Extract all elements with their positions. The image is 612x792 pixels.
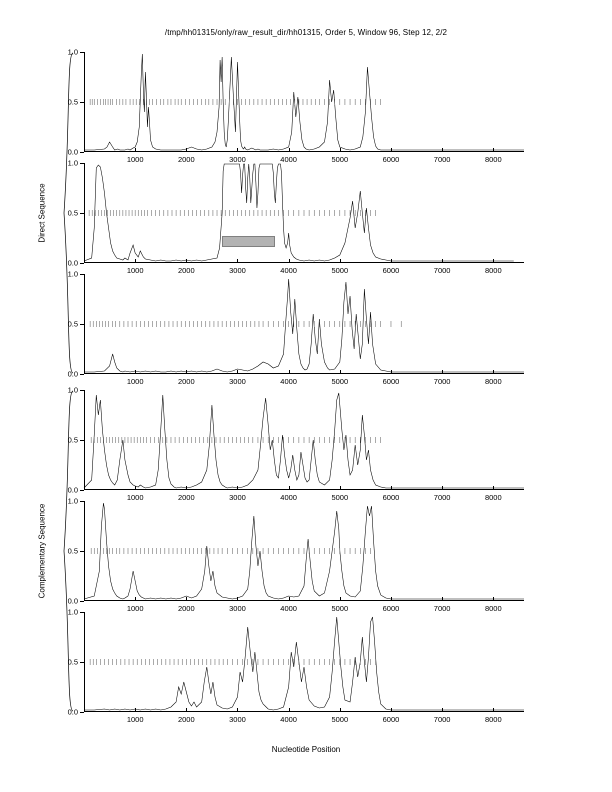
y-tick-label: 0.0 [67,258,78,268]
x-tick-label: 3000 [229,266,246,275]
x-tick-label: 4000 [280,266,297,275]
y-tick-label: 0.5 [67,435,78,445]
x-tick-label: 8000 [484,155,502,164]
plot-area [67,269,524,386]
x-tick-label: 5000 [331,377,349,386]
x-tick-label: 7000 [433,377,451,386]
x-tick-label: 4000 [280,493,297,502]
y-tick-label: 0.0 [67,596,78,606]
x-tick-label: 7000 [433,604,451,613]
group-axis-label: Direct Sequence [37,183,47,243]
x-tick-label: 2000 [177,604,195,613]
y-tick-label: 1.0 [67,47,78,57]
y-tick-label: 0.5 [67,208,78,218]
x-tick-label: 8000 [484,266,502,275]
x-tick-label: 5000 [331,493,349,502]
plot-area [67,47,524,164]
x-tick-label: 6000 [382,493,400,502]
series-layer [84,52,524,152]
plot-area [67,385,524,502]
y-tick [80,263,84,264]
x-tick-label: 3000 [229,377,246,386]
x-tick-label: 2000 [177,493,195,502]
x-tick-label: 7000 [433,155,451,164]
series-layer [84,390,524,490]
x-tick-label: 1000 [126,604,144,613]
y-tick-label: 1.0 [67,496,78,506]
x-tick-label: 6000 [382,604,400,613]
series-layer [84,163,524,263]
chart-panel-direct-frame-1 [67,47,524,164]
plot-area [67,158,524,275]
y-tick-label: 1.0 [67,269,78,279]
x-tick-label: 7000 [433,266,451,275]
chart-panel-complementary-frame-2 [67,496,524,613]
x-tick-label: 2000 [177,155,195,164]
x-tick-label: 8000 [484,377,502,386]
x-tick-label: 3000 [229,604,246,613]
series-line-coding-probability [84,54,524,150]
y-tick-label: 0.0 [67,707,78,717]
x-tick-label: 4000 [280,155,297,164]
x-tick-label: 2000 [177,266,195,275]
y-tick-label: 1.0 [67,385,78,395]
x-tick-label: 5000 [331,155,349,164]
y-tick [80,152,84,153]
x-tick-label: 3000 [229,155,246,164]
group-brace [62,390,74,712]
x-tick-label: 1000 [126,266,144,275]
x-tick-label: 4000 [280,377,297,386]
chart-panel-complementary-frame-1 [67,385,524,502]
x-tick-label: 5000 [331,604,349,613]
plot-area [67,607,524,724]
series-layer [84,274,524,374]
x-tick-label: 6000 [382,266,400,275]
y-tick-label: 1.0 [67,607,78,617]
x-tick-label: 5000 [331,715,349,724]
x-tick-label: 7000 [433,715,451,724]
chart-panel-direct-frame-2 [67,158,524,275]
x-axis-caption: Nucleotide Position [271,745,341,754]
plot-area [67,496,524,613]
y-tick-label: 0.0 [67,485,78,495]
series-layer [84,612,524,712]
x-tick-label: 2000 [177,715,195,724]
x-tick-label: 1000 [126,377,144,386]
y-tick-label: 0.0 [67,369,78,379]
y-tick-label: 0.0 [67,147,78,157]
x-tick-label: 1000 [126,493,144,502]
figure-title: /tmp/hh01315/only/raw_result_dir/hh01315, Order 5, Window 96, Step 12, 2/2 [164,28,448,37]
y-tick-label: 1.0 [67,158,78,168]
orf-region-bar [222,236,275,247]
x-tick-label: 7000 [433,493,451,502]
x-tick-label: 2000 [177,377,195,386]
y-tick-label: 0.5 [67,546,78,556]
chart-panel-complementary-frame-3 [67,607,524,724]
x-tick-label: 8000 [484,493,502,502]
group-brace [62,52,74,374]
x-tick-label: 1000 [126,715,144,724]
x-tick-label: 5000 [331,266,349,275]
x-tick-label: 6000 [382,715,400,724]
x-tick-label: 6000 [382,155,400,164]
y-tick-label: 0.5 [67,657,78,667]
x-tick-label: 3000 [229,715,246,724]
chart-panel-direct-frame-3 [67,269,524,386]
x-tick-label: 6000 [382,377,400,386]
y-tick-label: 0.5 [67,97,78,107]
y-tick [80,374,84,375]
x-tick-label: 1000 [126,155,144,164]
x-tick-label: 8000 [484,604,502,613]
y-tick [80,712,84,713]
x-tick-label: 3000 [229,493,246,502]
series-layer [84,501,524,601]
x-tick-label: 4000 [280,715,297,724]
x-tick-label: 4000 [280,604,297,613]
y-tick-label: 0.5 [67,319,78,329]
y-tick [80,601,84,602]
group-axis-label: Complementary Sequence [37,503,47,599]
x-tick-label: 8000 [484,715,502,724]
y-tick [80,490,84,491]
